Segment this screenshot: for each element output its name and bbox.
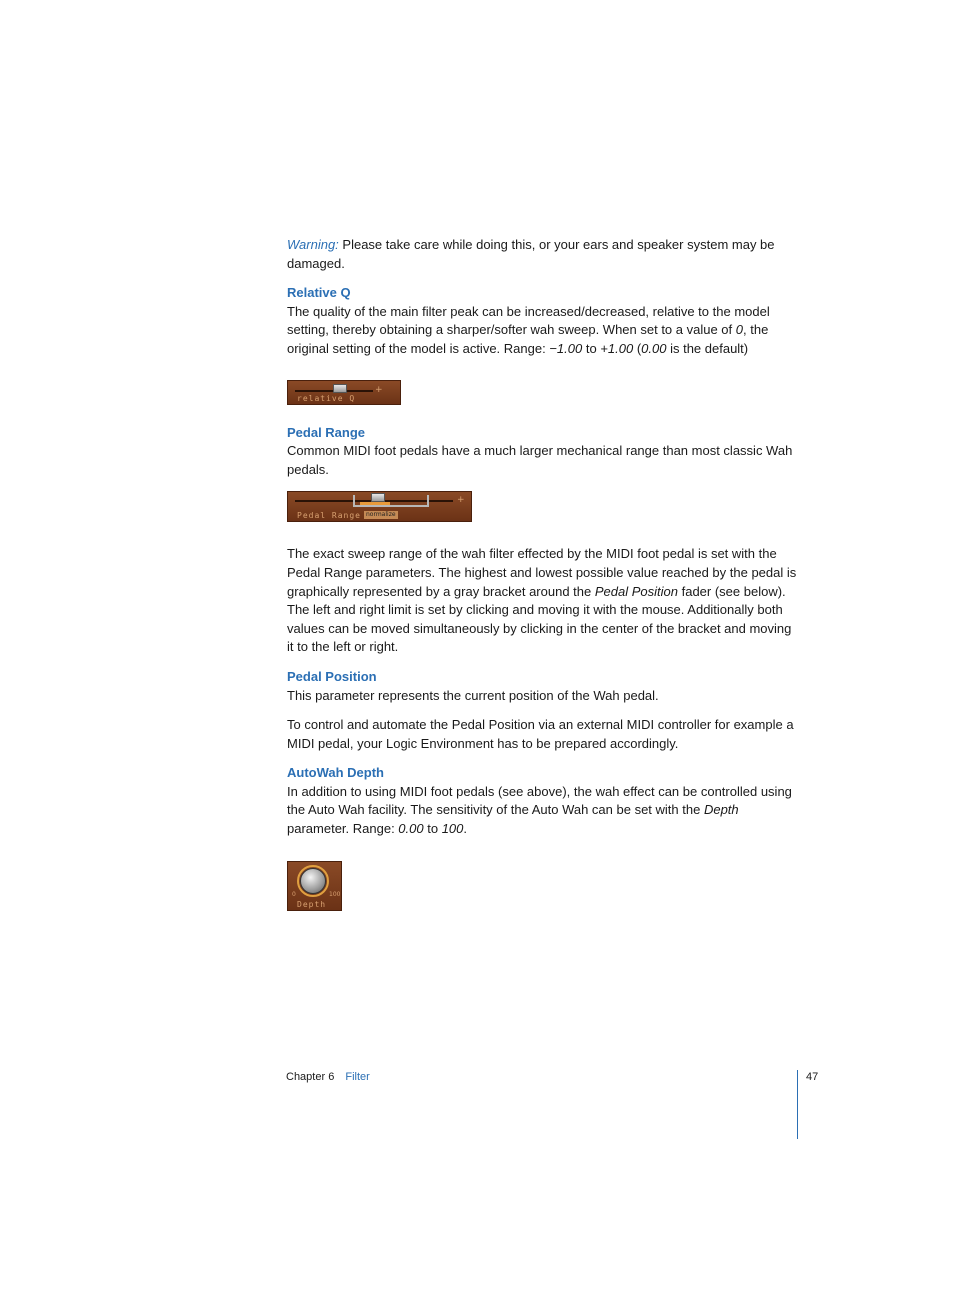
footer-section-name: Filter: [345, 1071, 370, 1083]
pedal-position-thumb[interactable]: [371, 493, 385, 502]
pedal-range-detail: The exact sweep range of the wah filter effected by the MIDI foot pedal is set with the Pedal Range parameters. The highest and lowest possible value reached by the pedal is graphically represented by a gray bracket around the Pedal Position fader (see below). The left and right limit is set by clicking and moving it with the mouse. Additionally both values can be moved simultaneously by clicking in the center of the bracket and moving it to the left or right.: [287, 546, 797, 655]
footer-chapter: [286, 1070, 370, 1084]
depth-knob-widget[interactable]: [287, 861, 342, 911]
pedal-range-slider[interactable]: [287, 491, 472, 522]
relative-q-label: relative Q: [297, 393, 356, 403]
relative-q-plus: +: [375, 384, 383, 395]
warning-paragraph: [287, 236, 797, 273]
heading-pedal-range: Pedal Range: [287, 424, 366, 440]
pedal-range-bracket[interactable]: [353, 495, 429, 507]
relative-q-thumb[interactable]: [333, 384, 347, 393]
heading-autowah-depth: AutoWah Depth: [287, 765, 384, 781]
footer-divider: [797, 1070, 798, 1139]
depth-knob[interactable]: [300, 868, 326, 894]
depth-label: Depth: [297, 899, 327, 909]
warning-label: Warning:: [287, 237, 339, 252]
heading-relative-q: Relative Q: [287, 285, 351, 301]
normalize-button[interactable]: normalize: [366, 511, 396, 519]
warning-text: Please take care while doing this, or your ears and speaker system may be damaged.: [287, 237, 775, 271]
pedal-position-description: This parameter represents the current position of the Wah pedal.: [287, 687, 659, 703]
page-content: [287, 236, 797, 911]
page-number: 47: [806, 1071, 819, 1083]
pedal-range-label: Pedal Range: [297, 511, 361, 521]
relative-q-description: The quality of the main filter peak can be increased/decreased, relative to the model setting, thereby obtaining a sharper/softer wah sweep. When set to a value of 0, the original setting of the model is active. Range: −1.00 to +1.00 (0.00 is the default): [287, 303, 770, 356]
relative-q-slider[interactable]: [287, 380, 401, 405]
pedal-range-description: Common MIDI foot pedals have a much larger mechanical range than most classic Wah pedals.: [287, 443, 793, 477]
pedal-position-automation: To control and automate the Pedal Position via an external MIDI controller for example a MIDI pedal, your Logic Environment has to be prepared accordingly.: [287, 717, 794, 751]
footer-chapter-number: Chapter 6: [286, 1071, 335, 1083]
pedal-range-plus: +: [457, 495, 465, 506]
heading-pedal-position: Pedal Position: [287, 668, 377, 684]
depth-knob-max: 100: [329, 890, 341, 898]
depth-knob-min: 0: [292, 890, 296, 898]
autowah-depth-description: In addition to using MIDI foot pedals (see above), the wah effect can be controlled using the Auto Wah facility. The sensitivity of the Auto Wah can be set with the Depth parameter. Range: 0.00 to 100.: [287, 783, 792, 837]
pedal-range-fill: [360, 502, 390, 505]
